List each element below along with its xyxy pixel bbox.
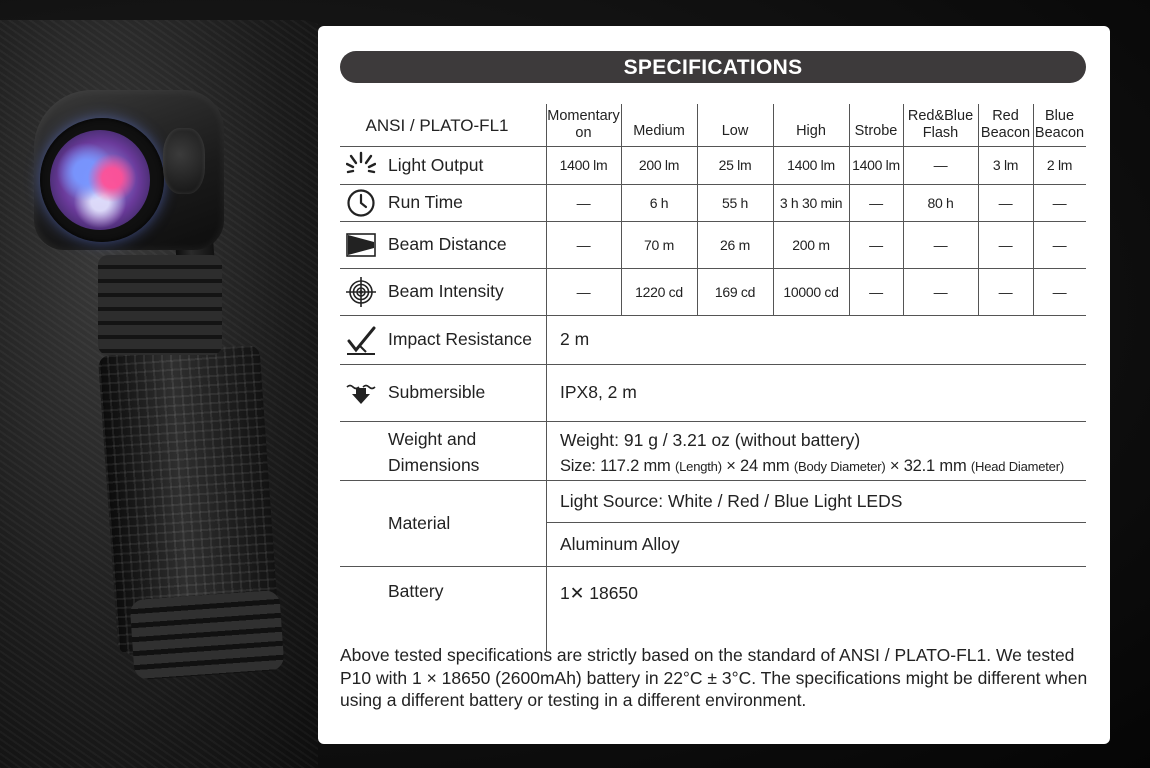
size-prefix: Size: 117.2 mm — [560, 456, 671, 475]
table-cell: 10000 cd — [783, 283, 839, 300]
table-cell: 70 m — [644, 236, 674, 253]
table-cell: 1400 lm — [852, 157, 900, 173]
table-cell: 2 lm — [1046, 157, 1073, 173]
table-cell: 6 h — [649, 194, 669, 211]
table-cell: 169 cd — [714, 283, 756, 300]
clock-icon — [346, 188, 376, 218]
table-cell: — — [998, 236, 1013, 253]
col-header-red-beacon: Red Beacon — [980, 108, 1031, 141]
spec-table — [340, 104, 1086, 652]
weight-label-line2: Dimensions — [388, 455, 480, 475]
table-cell: 55 h — [721, 194, 749, 211]
spec-footnote: Above tested specifications are strictly based on the standard of ANSI / PLATO-FL1. We tested P10 with 1 × 18650 (2600mAh) battery in 22°C ± 3°C. The specifications might be different when using a different battery or testing in a different environment. — [340, 645, 1088, 710]
flashlight-lens — [50, 130, 150, 230]
table-cell: 1400 lm — [787, 157, 835, 173]
size-head-note: (Head Diameter) — [970, 458, 1064, 474]
side-switch — [163, 128, 205, 194]
size-mid: × 24 mm — [726, 456, 790, 475]
flashlight-collar — [98, 255, 222, 355]
table-cell: — — [576, 283, 591, 300]
row-label-beam-distance: Beam Distance — [388, 234, 507, 254]
table-cell: — — [1052, 194, 1067, 211]
row-label-submersible: Submersible — [388, 382, 486, 402]
row-divider — [340, 421, 1086, 422]
col-header-redblue-flash: Red&Blue Flash — [907, 108, 974, 141]
table-cell: 25 lm — [718, 157, 752, 173]
col-header-high: High — [796, 122, 826, 139]
row-divider — [340, 566, 1086, 567]
size-end: × 32.1 mm — [889, 456, 967, 475]
product-photo — [0, 0, 318, 768]
material-light-source: Light Source: White / Red / Blue Light LEDS — [560, 490, 903, 511]
table-cell: — — [1052, 283, 1067, 300]
col-header-blue-beacon: Blue Beacon — [1034, 108, 1085, 141]
row-label-light-output: Light Output — [388, 154, 484, 175]
table-cell: — — [576, 194, 591, 211]
table-cell: — — [869, 194, 883, 211]
table-cell: — — [1052, 236, 1067, 253]
row-label-weight-dimensions — [388, 426, 479, 478]
spec-card — [318, 26, 1110, 744]
water-drop-icon — [346, 378, 376, 408]
weight-label-line1: Weight and — [388, 429, 477, 449]
weight-value: Weight: 91 g / 3.21 oz (without battery) — [560, 429, 861, 450]
table-cell: — — [933, 283, 948, 300]
col-header-low: Low — [721, 122, 749, 139]
material-body: Aluminum Alloy — [560, 533, 680, 554]
table-cell: 200 lm — [638, 157, 680, 173]
table-cell: — — [869, 283, 883, 300]
beam-icon — [346, 230, 376, 260]
table-cell: 3 h 30 min — [779, 194, 843, 211]
table-cell: 3 lm — [992, 157, 1019, 173]
light-burst-icon — [346, 150, 376, 180]
table-cell: — — [998, 283, 1013, 300]
table-cell: — — [933, 157, 948, 173]
submersible-value: IPX8, 2 m — [560, 382, 637, 402]
row-label-run-time: Run Time — [388, 192, 463, 212]
flashlight-tail — [129, 590, 284, 680]
target-icon — [346, 277, 376, 307]
size-body-note: (Body Diameter) — [793, 458, 886, 474]
row-label-beam-intensity: Beam Intensity — [388, 281, 504, 301]
row-label-material: Material — [388, 512, 451, 533]
table-cell: 1400 lm — [559, 157, 608, 173]
col-header-strobe: Strobe — [854, 122, 898, 139]
table-cell: 26 m — [720, 236, 750, 253]
row-label-battery: Battery — [388, 580, 444, 601]
col-header-medium: Medium — [633, 122, 685, 139]
col-header-momentary: Momentary on — [547, 108, 620, 141]
size-value — [560, 454, 1064, 478]
table-cell: — — [576, 236, 591, 253]
impact-icon — [346, 326, 376, 356]
table-cell: — — [933, 236, 948, 253]
standard-header: ANSI / PLATO-FL1 — [365, 115, 509, 135]
spec-banner: SPECIFICATIONS — [340, 51, 1086, 83]
table-cell: 80 h — [927, 194, 954, 211]
battery-value: 1✕ 18650 — [560, 582, 638, 603]
size-length-note: (Length) — [675, 458, 722, 474]
table-cell: — — [998, 194, 1013, 211]
impact-value: 2 m — [560, 329, 590, 349]
table-cell: 1220 cd — [635, 283, 683, 300]
table-cell: 200 m — [792, 236, 830, 253]
table-cell: — — [869, 236, 883, 253]
row-label-impact: Impact Resistance — [388, 329, 532, 349]
